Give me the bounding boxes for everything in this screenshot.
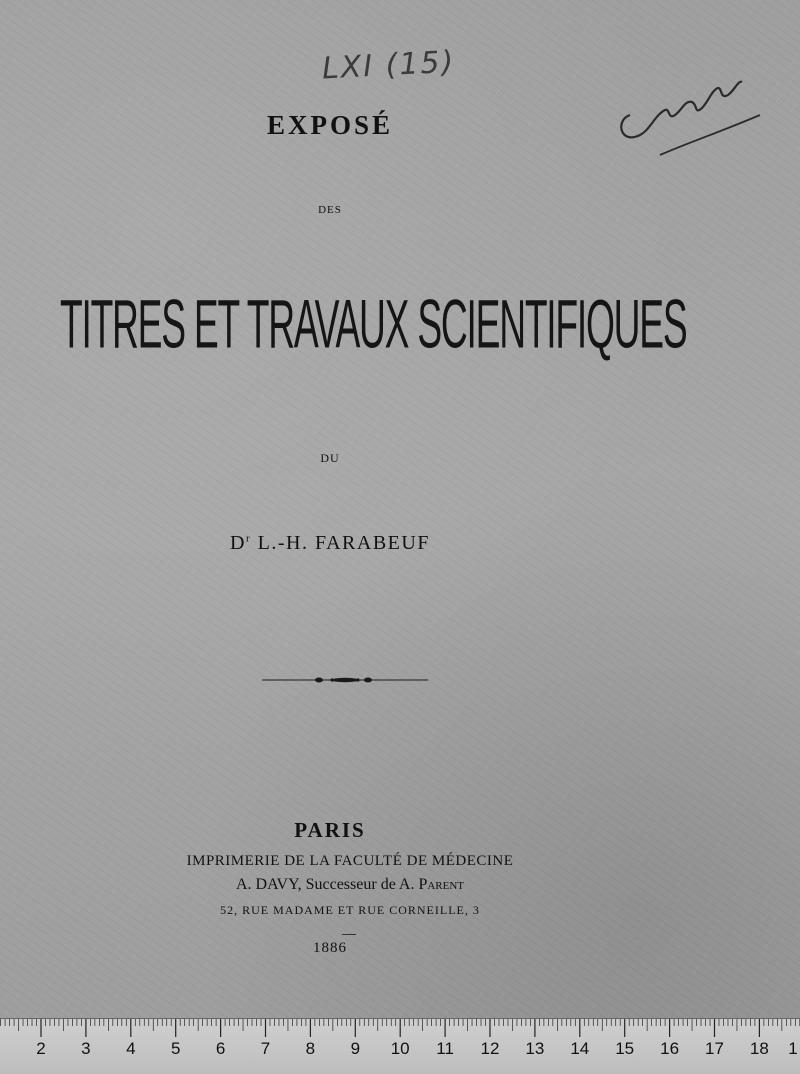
ruler-number: 6 [215,1039,226,1058]
ruler-number: 2 [36,1039,46,1058]
author-connector-du: DU [320,451,340,465]
measuring-ruler [0,1018,800,1074]
ruler-number: 7 [260,1039,271,1058]
publisher-name: A. DAVY, Successeur de A. [235,876,415,893]
ruler-number: 10 [390,1039,410,1058]
publisher-address: 52, RUE MADAME ET RUE CORNEILLE, 3 [220,903,480,917]
handwritten-shelfmark: LXI (15) [321,44,457,87]
publication-city: PARIS [294,818,366,842]
ornamental-rule [262,672,428,688]
publication-year: 1886 [313,940,347,956]
ruler-number: 5 [170,1039,181,1058]
main-title: TITRES ET TRAVAUX SCIENTIFIQUES [60,285,687,363]
ruler-number: 3 [81,1039,91,1058]
author-line [0,532,660,555]
publisher-line [150,876,550,894]
printer-line: IMPRIMERIE DE LA FACULTÉ DE MÉDECINE [186,853,514,869]
ruler-number: 9 [350,1039,361,1058]
ruler-number: 11 [436,1039,454,1058]
author-prefix: D [230,532,246,554]
title-connector-des: DES [318,204,342,216]
ruler-number: 16 [660,1039,680,1058]
title-expose: EXPOSÉ [266,110,394,140]
ruler-number: 12 [480,1039,500,1058]
ruler-number: 15 [615,1039,635,1058]
ruler-number: 8 [305,1039,316,1058]
ruler-number: 13 [525,1039,545,1058]
ruler-number: 1 [788,1039,798,1058]
ruler-number: 18 [749,1039,769,1058]
publisher-successor: Parent [418,876,465,893]
ruler-number: 17 [705,1039,724,1058]
ruler-number: 14 [570,1039,590,1058]
author-prefix-sup: r [245,532,252,545]
year-dash [342,934,356,935]
author-name: L.-H. FARABEUF [257,532,430,554]
ruler-number: 4 [126,1039,136,1058]
